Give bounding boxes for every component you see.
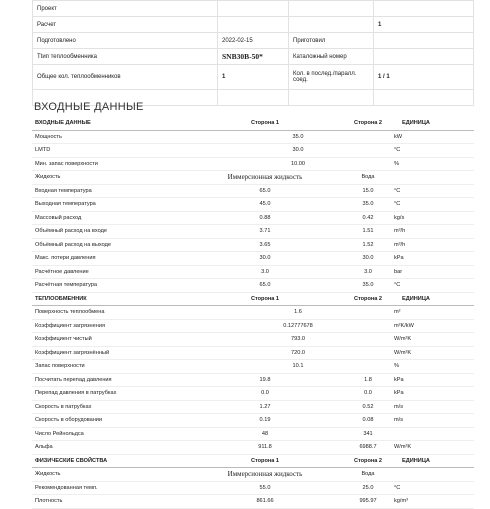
unit-value: ЕДИНИЦА — [402, 295, 430, 302]
table-row — [32, 306, 474, 320]
row-label: Посчитать перепад давления — [35, 376, 112, 383]
prepared-label: Подготовлено — [33, 33, 218, 49]
table-row — [32, 144, 474, 158]
combined-value: 30.0 — [292, 147, 304, 153]
table-row — [32, 279, 474, 293]
unit-value: kPa — [394, 255, 404, 261]
table-row — [32, 401, 474, 415]
project-extra-label — [289, 1, 374, 17]
table-row — [32, 266, 474, 280]
unit-value: % — [394, 160, 399, 167]
prepared-by-label: Приготовил — [289, 33, 374, 49]
side1-value: 65.0 — [259, 187, 271, 194]
row-label: Рекомендованная темп. — [35, 484, 98, 491]
row-label: Перепад давления в патрубках — [35, 390, 117, 396]
side1-value: Сторона 1 — [250, 457, 280, 464]
table-row — [32, 185, 474, 199]
unit-value: W/m²K — [394, 444, 412, 450]
side1-value: Сторона 1 — [250, 120, 280, 126]
row-label: Мощность — [35, 133, 62, 140]
combined-value: 720.0 — [291, 349, 305, 356]
table-row — [32, 387, 474, 401]
section-header-row — [32, 117, 474, 131]
table-row — [32, 131, 474, 145]
row-label: Жидкость — [35, 174, 61, 180]
unit-value: °C — [394, 147, 401, 153]
data-table — [32, 117, 474, 509]
side1-value: 48 — [261, 430, 269, 437]
side2-value: 0.08 — [362, 417, 374, 423]
combined-value: 793.0 — [291, 336, 305, 342]
unit-value: m³/h — [394, 241, 406, 248]
count-label: Общее кол. теплообменников — [33, 65, 218, 90]
side2-value: 0.52 — [362, 403, 374, 410]
side2-value: 1.8 — [364, 376, 372, 383]
row-label: Расчётное давление — [35, 268, 89, 275]
side1-value: 3.65 — [259, 241, 271, 248]
unit-value: bar — [394, 268, 403, 275]
table-row — [32, 225, 474, 239]
count-value: 1 — [218, 65, 289, 90]
row-label: Альфа — [35, 444, 53, 450]
side1-value: 19.8 — [259, 376, 271, 383]
unit-value: m/s — [394, 417, 404, 423]
side1-value: Сторона 1 — [250, 295, 280, 302]
side1-value: 0.88 — [259, 214, 271, 221]
combined-value: 10.1 — [292, 363, 304, 369]
table-row — [32, 482, 474, 496]
side1-value: Иммерсионная жидкость — [227, 470, 303, 478]
project-label: Проект — [33, 1, 218, 17]
side2-value: 1.52 — [362, 241, 374, 248]
side2-value: 3.0 — [364, 268, 372, 275]
table-row — [32, 374, 474, 388]
row-label: Поверхность теплообмена — [35, 309, 105, 315]
row-label: Коэффициент загрязнения — [35, 322, 105, 329]
side2-value: 0.0 — [364, 390, 372, 396]
section-header-row — [32, 293, 474, 307]
row-label: ВХОДНЫЕ ДАННЫЕ — [35, 120, 91, 126]
table-row — [32, 171, 474, 185]
row-label: Скорость в оборудовании — [35, 417, 103, 423]
side2-value: Сторона 2 — [353, 457, 383, 464]
side2-value: 15.0 — [362, 187, 374, 194]
unit-value: °C — [394, 282, 401, 288]
unit-value: W/m²K — [394, 336, 412, 342]
project-extra-value — [374, 1, 474, 17]
unit-value: °C — [394, 201, 401, 207]
side1-value: 65.0 — [259, 282, 271, 288]
side2-value: 1.51 — [362, 228, 374, 234]
combined-value: 1.6 — [294, 309, 302, 315]
side2-value: 35.0 — [362, 201, 374, 207]
row-label: ФИЗИЧЕСКИЕ СВОЙСТВА — [35, 457, 108, 464]
side1-value: 3.0 — [261, 268, 269, 275]
side2-value: 995.97 — [359, 498, 377, 504]
side1-value: 55.0 — [259, 484, 271, 491]
unit-value: m²K/kW — [394, 322, 414, 329]
row-label: Скорость в патрубках — [35, 403, 92, 410]
side2-value: 0.42 — [362, 214, 374, 221]
unit-value: m³/h — [394, 228, 406, 234]
side2-value: 25.0 — [362, 484, 374, 491]
catalog-label: Каталожный номер — [289, 49, 374, 65]
config-value: 1 / 1 — [374, 65, 474, 90]
side1-value: 911.8 — [258, 444, 272, 450]
unit-value: ЕДИНИЦА — [402, 457, 430, 464]
table-row — [32, 414, 474, 428]
table-row — [32, 347, 474, 361]
table-row — [32, 158, 474, 172]
row-label: Объёмный расход на выходе — [35, 241, 112, 248]
prepared-date: 2022-02-15 — [218, 33, 289, 49]
side2-value: 30.0 — [362, 255, 374, 261]
config-label: Кол. в послед./паралл. соед. — [289, 65, 374, 90]
row-label: LMTD — [35, 147, 51, 153]
side1-value: 3.71 — [259, 228, 271, 234]
side1-value: Иммерсионная жидкость — [227, 173, 303, 181]
unit-value: ЕДИНИЦА — [402, 120, 430, 126]
table-row — [32, 198, 474, 212]
section-title: ВХОДНЫЕ ДАННЫЕ — [34, 101, 144, 113]
side2-value: Вода — [361, 471, 375, 477]
project-value — [218, 1, 289, 17]
table-row — [32, 320, 474, 334]
table-row — [32, 333, 474, 347]
row-label: Мин. запас поверхности — [35, 160, 98, 167]
prepared-by-value — [374, 33, 474, 49]
side1-value: 30.0 — [259, 255, 271, 261]
unit-value: °C — [394, 187, 401, 194]
side1-value: 0.19 — [259, 417, 271, 423]
table-row — [32, 495, 474, 509]
calc-value: 1 — [374, 17, 474, 33]
row-label: Плотность — [35, 498, 63, 504]
unit-value: W/m²K — [394, 349, 412, 356]
row-label: Входная температура — [35, 187, 92, 194]
side1-value: 861.66 — [256, 498, 274, 504]
table-row — [32, 239, 474, 253]
table-row — [32, 212, 474, 226]
row-label: Коэффициент загрязнённый — [35, 349, 110, 356]
type-label: Тtип теплообменника — [33, 49, 218, 65]
row-label: Число Рейнольдса — [35, 430, 84, 437]
row-label: Расчётная температура — [35, 282, 98, 288]
side1-value: 1.27 — [259, 403, 271, 410]
section-header-row — [32, 455, 474, 469]
side2-value: 35.0 — [362, 282, 374, 288]
calc-label: Расчет — [33, 17, 218, 33]
combined-value: 10.00 — [291, 160, 305, 167]
side2-value: Сторона 2 — [353, 295, 383, 302]
side1-value: 0.0 — [261, 390, 269, 396]
unit-value: kg/s — [394, 214, 405, 221]
side2-value: 341 — [363, 430, 373, 437]
row-label: Жидкость — [35, 471, 61, 477]
row-label: ТЕПЛООБМЕННИК — [35, 295, 87, 302]
table-row — [32, 468, 474, 482]
row-label: Объёмный расход на входе — [35, 228, 107, 234]
unit-value: kW — [394, 133, 403, 140]
unit-value: kPa — [394, 376, 404, 383]
combined-value: 35.0 — [292, 133, 304, 140]
row-label: Массовый расход — [35, 214, 82, 221]
combined-value: 0.12777678 — [283, 322, 313, 329]
header-table — [32, 0, 474, 106]
unit-value: % — [394, 363, 399, 369]
unit-value: °C — [394, 484, 401, 491]
row-label: Выходная температура — [35, 201, 96, 207]
unit-value: m² — [394, 309, 401, 315]
side1-value: 45.0 — [259, 201, 271, 207]
table-row — [32, 252, 474, 266]
unit-value: kPa — [394, 390, 404, 396]
row-label: Коэффициент чистый — [35, 336, 92, 342]
type-value: SNB30B-50* — [218, 49, 289, 65]
catalog-value — [374, 49, 474, 65]
table-row — [32, 360, 474, 374]
side2-value: Сторона 2 — [353, 120, 383, 126]
table-row — [32, 441, 474, 455]
unit-value: kg/m³ — [394, 498, 408, 504]
side2-value: Вода — [361, 174, 375, 180]
side2-value: 6988.7 — [359, 444, 377, 450]
unit-value: m/s — [394, 403, 404, 410]
row-label: Макс. потери давления — [35, 255, 96, 261]
row-label: Запас поверхности — [35, 363, 85, 369]
table-row — [32, 428, 474, 442]
